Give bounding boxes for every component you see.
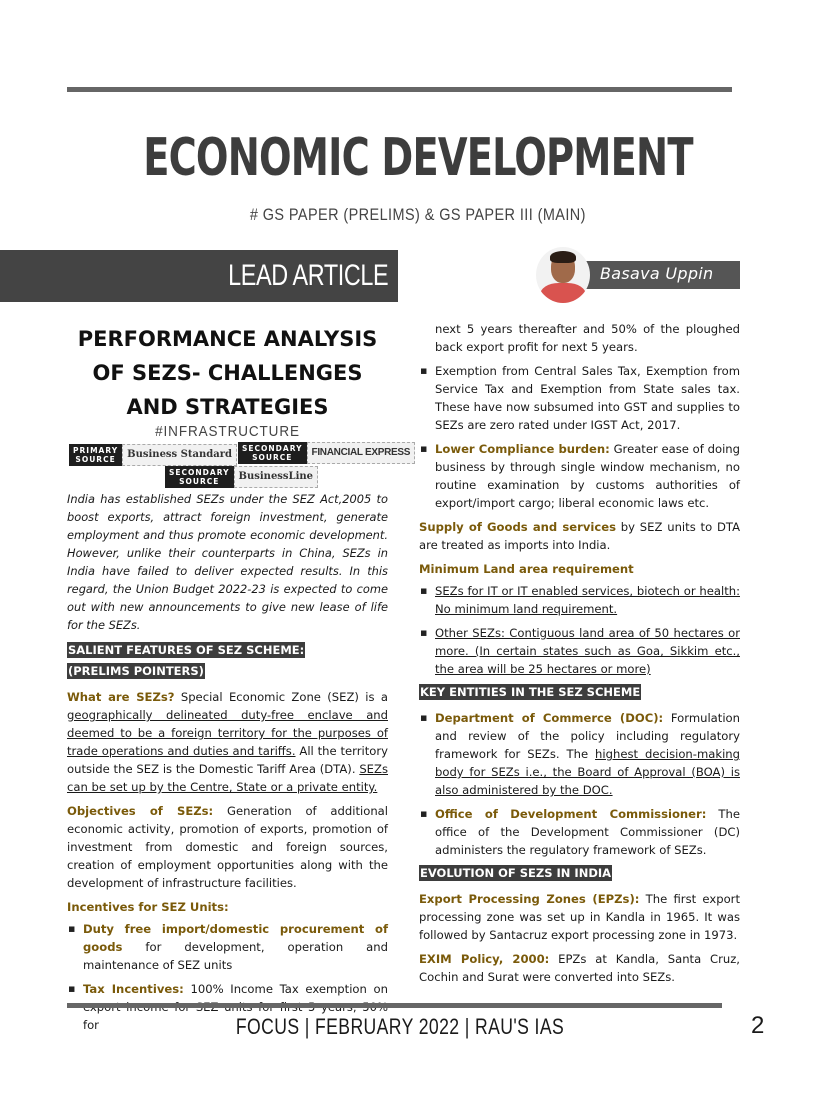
underlined-text: Other SEZs: Contiguous land area of 50 hectares or more. (In certain states such as Goa, Sikkim etc., the area will be 25 hectares or more) xyxy=(435,626,740,676)
source-publication: Business Standard xyxy=(122,444,237,466)
page-number: 2 xyxy=(751,1012,765,1039)
text: 100% Income Tax exemption on for xyxy=(83,982,388,1032)
incentives-list-continued xyxy=(419,320,740,512)
source-tag-line1: SECONDARY xyxy=(169,468,230,477)
inline-label: Office of Development Commissioner: xyxy=(435,807,707,821)
source-badge-primary xyxy=(69,444,237,466)
text: The office of the Development Commissioner (DC) administers the regulatory framework of SEZs. xyxy=(435,807,740,857)
source-badge-secondary xyxy=(238,442,415,464)
section-heading-wrap xyxy=(419,682,687,703)
inline-label: Objectives of SEZs: xyxy=(67,804,214,818)
author-badge xyxy=(536,247,746,305)
list-item xyxy=(419,709,740,799)
what-are-sezs-paragraph xyxy=(67,688,388,796)
inline-label: Duty free import/domestic procurement of goods xyxy=(83,922,388,954)
text: for development, operation and maintenance of SEZ units xyxy=(83,940,388,972)
text: EPZs at Kandla, Santa Cruz, Cochin and Surat were converted into SEZs. xyxy=(419,952,740,984)
inline-label: Supply of Goods and services xyxy=(419,520,616,534)
inline-label: Lower Compliance burden: xyxy=(435,442,610,456)
intro-paragraph: India has established SEZs under the SEZ Act,2005 to boost exports, attract foreign investment, generate employment and thus promote economic development. However, unlike their counterparts in China, SEZs in India have failed to deliver expected results. In this regard, the Union Budget 2022-23 is expected to come out with new announcements to give new lease of life for the SEZs. xyxy=(67,492,388,632)
incentives-heading: Incentives for SEZ Units: xyxy=(67,900,229,914)
source-tag-line2: SOURCE xyxy=(179,477,220,486)
list-item-continued xyxy=(419,320,740,356)
land-heading: Minimum Land area requirement xyxy=(419,562,634,576)
footer-text: FOCUS | FEBRUARY 2022 | RAU'S IAS xyxy=(235,1014,565,1039)
list-item xyxy=(419,362,740,434)
section-heading-entities: KEY ENTITIES IN THE SEZ SCHEME xyxy=(420,685,641,699)
source-badge-secondary xyxy=(165,466,318,488)
text: Generation of additional economic activity, promotion of exports, promotion of investment from domestic and foreign sources, creation of employment opportunities along with the development of infrastructure facilities. xyxy=(67,804,388,890)
author-avatar xyxy=(536,247,590,303)
text: Greater ease of doing business by through single window mechanism, no routine examination by customs authorities of export/import cargo; liberal economic laws etc. xyxy=(435,442,741,510)
article-hashtag: #INFRASTRUCTURE xyxy=(155,423,300,440)
text: The first export processing zone was set up in Kandla in 1965. It was followed by Santacruz export processing zone in 1973. xyxy=(419,892,740,942)
source-publication: FINANCIAL EXPRESS xyxy=(307,442,416,464)
objectives-paragraph xyxy=(67,802,388,892)
text: All the territory outside the SEZ is the Domestic Tariff Area (DTA). xyxy=(67,744,388,776)
inline-label: EXIM Policy, 2000: xyxy=(419,952,550,966)
section-heading-wrap xyxy=(419,863,687,884)
list-item xyxy=(419,624,740,678)
page-title: ECONOMIC DEVELOPMENT xyxy=(143,128,693,188)
underlined-text: SEZs can be set up by the Centre, State or a private entity. xyxy=(67,762,388,794)
section-heading-evolution: EVOLUTION OF SEZS IN INDIA xyxy=(420,866,612,880)
list-item xyxy=(419,582,740,618)
underlined-text: geographically delineated duty-free enclave and deemed to be a foreign territory for the purposes of trade operations and duties and tariffs. xyxy=(67,708,388,758)
author-name: Basava Uppin xyxy=(600,264,714,283)
inline-label: Tax Incentives: xyxy=(83,982,184,996)
article-title: PERFORMANCE ANALYSIS OF SEZS- CHALLENGES AND STRATEGIES xyxy=(77,327,378,419)
bottom-divider xyxy=(67,1003,722,1008)
source-publication: BusinessLine xyxy=(234,466,319,488)
source-tag xyxy=(238,442,307,464)
entities-list xyxy=(419,709,740,859)
lead-article-label: LEAD ARTICLE xyxy=(227,259,388,292)
section-heading-wrap xyxy=(67,640,335,682)
land-list xyxy=(419,582,740,678)
source-tag xyxy=(165,466,234,488)
lead-article-banner xyxy=(0,250,398,302)
author-name-bar xyxy=(586,261,740,289)
source-tag-line2: SOURCE xyxy=(75,455,116,464)
list-item xyxy=(67,920,388,974)
top-divider xyxy=(67,87,732,92)
right-column xyxy=(419,320,740,992)
text: Special Economic Zone (SEZ) is a xyxy=(174,690,388,704)
source-tag-line1: SECONDARY xyxy=(242,444,303,453)
underlined-text: highest decision-making body for SEZs i.e., the Board of Approval (BOA) is also administered by the DOC. xyxy=(435,747,740,797)
inline-label: What are SEZs? xyxy=(67,690,175,704)
underlined-text: SEZs for IT or IT enabled services, biotech or health: No minimum land requirement. xyxy=(435,584,740,616)
inline-label: Department of Commerce (DOC): xyxy=(435,711,664,725)
list-item xyxy=(419,805,740,859)
source-badges xyxy=(67,442,411,490)
source-tag-line1: PRIMARY xyxy=(73,446,119,455)
avatar-shirt xyxy=(540,283,586,303)
section-heading-salient: SALIENT FEATURES OF SEZ SCHEME: (PRELIMS POINTERS) xyxy=(68,643,305,678)
text: Exemption from Central Sales Tax, Exemption from Service Tax and Exemption from State sales tax. These have now subsumed into GST and supplies to SEZs are zero rated under IGST Act, 2017. xyxy=(435,364,740,432)
avatar-hair xyxy=(550,251,576,263)
text: next 5 years thereafter and 50% of the ploughed back export profit for next 5 years. xyxy=(435,322,740,354)
epz-paragraph xyxy=(419,890,740,944)
source-tag xyxy=(69,444,122,466)
source-tag-line2: SOURCE xyxy=(252,453,293,462)
list-item xyxy=(419,440,740,512)
exim-paragraph xyxy=(419,950,740,986)
inline-label: Export Processing Zones (EPZs): xyxy=(419,892,640,906)
text: Formulation and review of the policy including regulatory framework for SEZs. The xyxy=(435,711,740,761)
page-subtitle: # GS PAPER (PRELIMS) & GS PAPER III (MAIN) xyxy=(249,205,586,224)
supply-paragraph xyxy=(419,518,740,554)
text: by SEZ units to DTA are treated as imports into India. xyxy=(419,520,740,552)
